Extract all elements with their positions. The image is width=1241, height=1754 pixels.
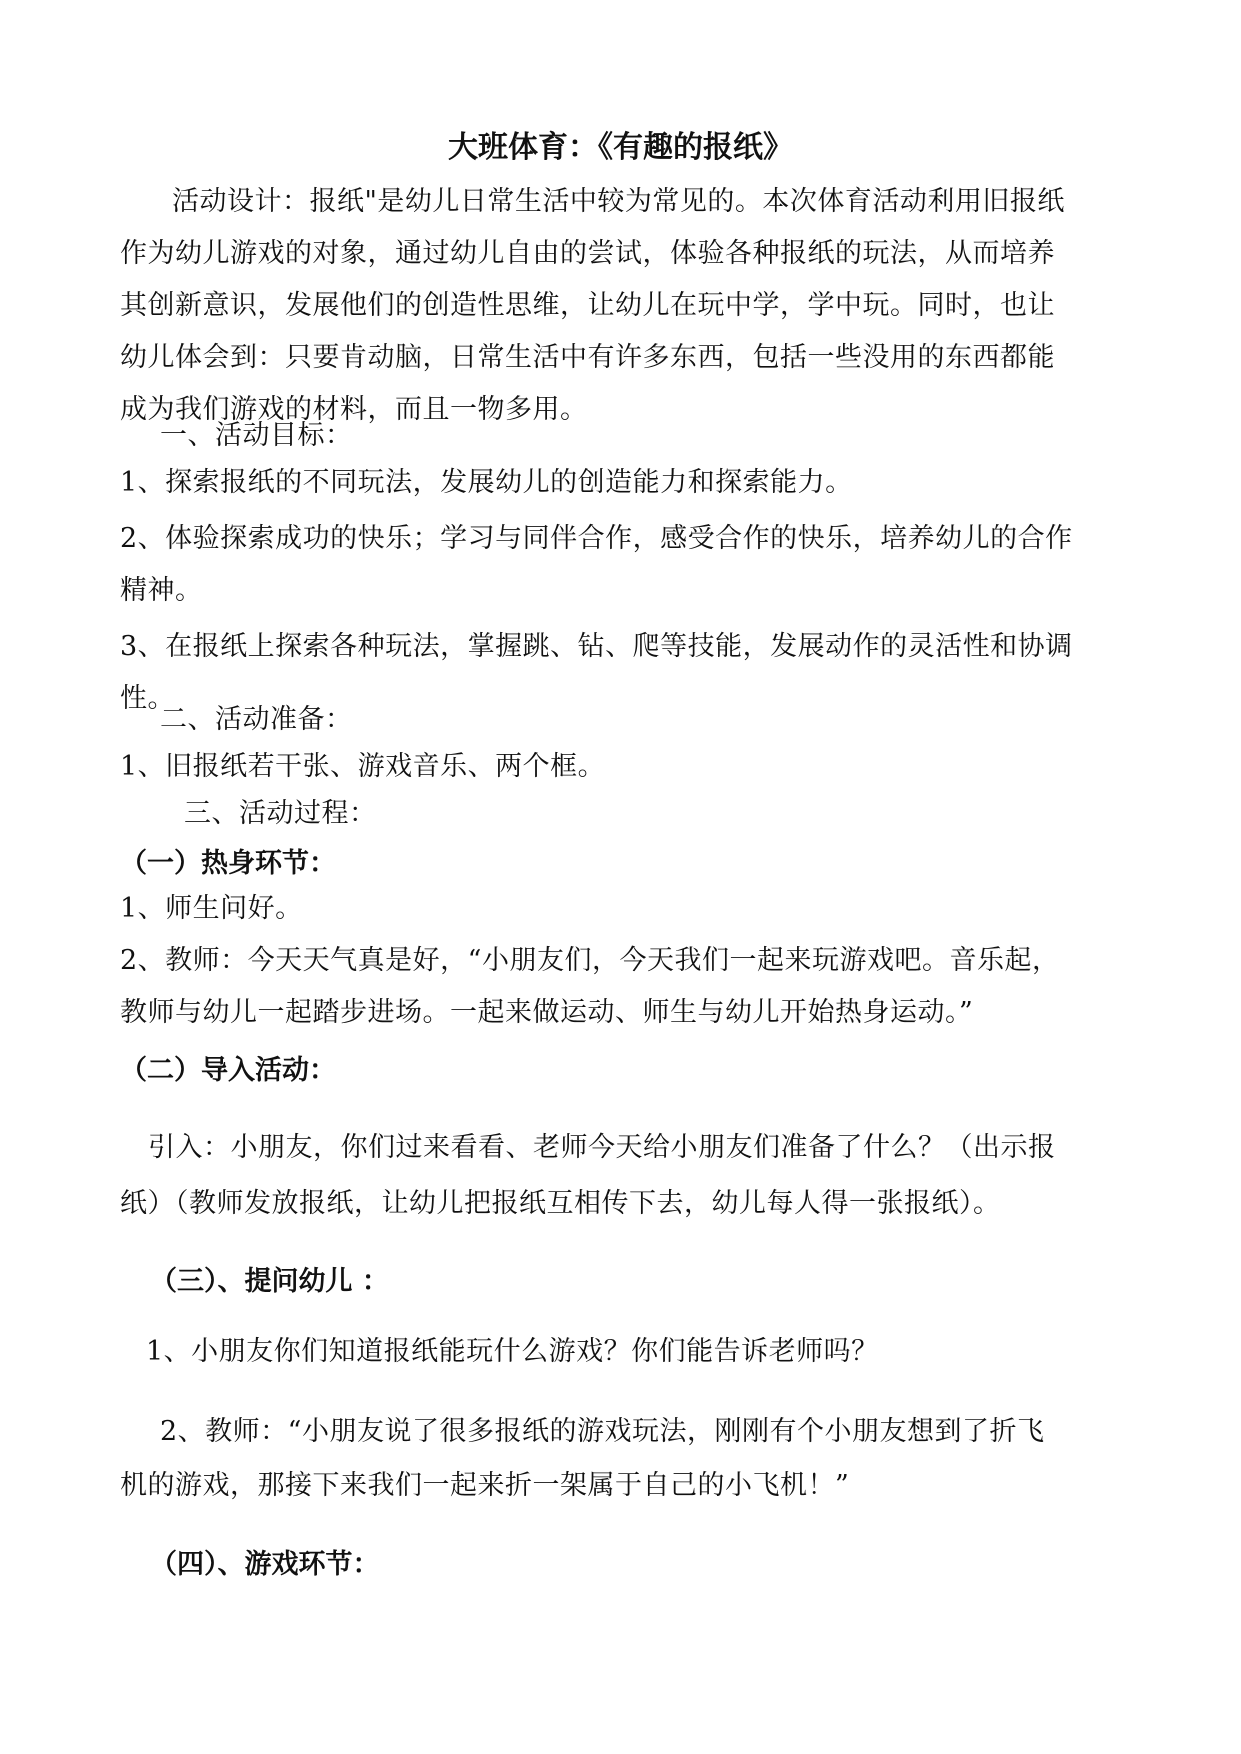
design-line: 活动设计：报纸"是幼儿日常生活中较为常见的。本次体育活动利用旧报纸	[172, 186, 1065, 217]
warmup-item: 1、师生问好。	[120, 893, 303, 924]
game-heading: （四）、游戏环节：	[150, 1549, 380, 1580]
goal-item: 1、探索报纸的不同玩法，发展幼儿的创造能力和探索能力。	[120, 467, 853, 498]
design-line: 幼儿体会到：只要肯动脑，日常生活中有许多东西，包括一些没用的东西都能	[120, 342, 1055, 373]
intro-line: 纸）（教师发放报纸，让幼儿把报纸互相传下去，幼儿每人得一张报纸）。	[120, 1188, 1001, 1219]
ask-heading: （三）、提问幼儿 ：	[150, 1266, 389, 1297]
design-line: 其创新意识，发展他们的创造性思维，让幼儿在玩中学，学中玩。同时，也让	[120, 290, 1055, 321]
intro-line: 引入：小朋友，你们过来看看、老师今天给小朋友们准备了什么？（出示报	[148, 1132, 1056, 1163]
warmup-list	[120, 883, 1130, 1039]
goal-item: 性。	[120, 683, 175, 714]
warmup-heading: （一）热身环节：	[120, 848, 336, 879]
goals-list	[120, 457, 1130, 725]
ask-question-2	[120, 1406, 1130, 1512]
design-line: 成为我们游戏的材料，而且一物多用。	[120, 394, 588, 425]
ask-q2-line: 机的游戏，那接下来我们一起来折一架属于自己的小飞机！”	[120, 1470, 850, 1501]
ask-question-1: 1、小朋友你们知道报纸能玩什么游戏？你们能告诉老师吗？	[146, 1336, 879, 1367]
prep-item: 1、旧报纸若干张、游戏音乐、两个框。	[120, 751, 606, 782]
process-heading: 三、活动过程：	[184, 798, 377, 829]
warmup-item: 2、教师：今天天气真是好，“小朋友们，今天我们一起来玩游戏吧。音乐起，	[120, 945, 1060, 976]
design-paragraph	[120, 176, 1130, 436]
warmup-item: 教师与幼儿一起踏步进场。一起来做运动、师生与幼儿开始热身运动。”	[120, 997, 974, 1028]
intro-paragraph	[120, 1122, 1130, 1230]
intro-heading: （二）导入活动：	[120, 1055, 336, 1086]
ask-q2-line: 2、教师：“小朋友说了很多报纸的游戏玩法，刚刚有个小朋友想到了折飞	[160, 1416, 1045, 1447]
goal-item: 3、在报纸上探索各种玩法，掌握跳、钻、爬等技能，发展动作的灵活性和协调	[120, 631, 1073, 662]
goal-item: 精神。	[120, 575, 203, 606]
goal-item: 2、体验探索成功的快乐；学习与同伴合作，感受合作的快乐，培养幼儿的合作	[120, 523, 1073, 554]
goals-heading: 一、活动目标：	[160, 420, 353, 451]
design-line: 作为幼儿游戏的对象，通过幼儿自由的尝试，体验各种报纸的玩法，从而培养	[120, 238, 1055, 269]
document-title: 大班体育：《有趣的报纸》	[448, 130, 793, 165]
prep-heading: 二、活动准备：	[160, 704, 353, 735]
